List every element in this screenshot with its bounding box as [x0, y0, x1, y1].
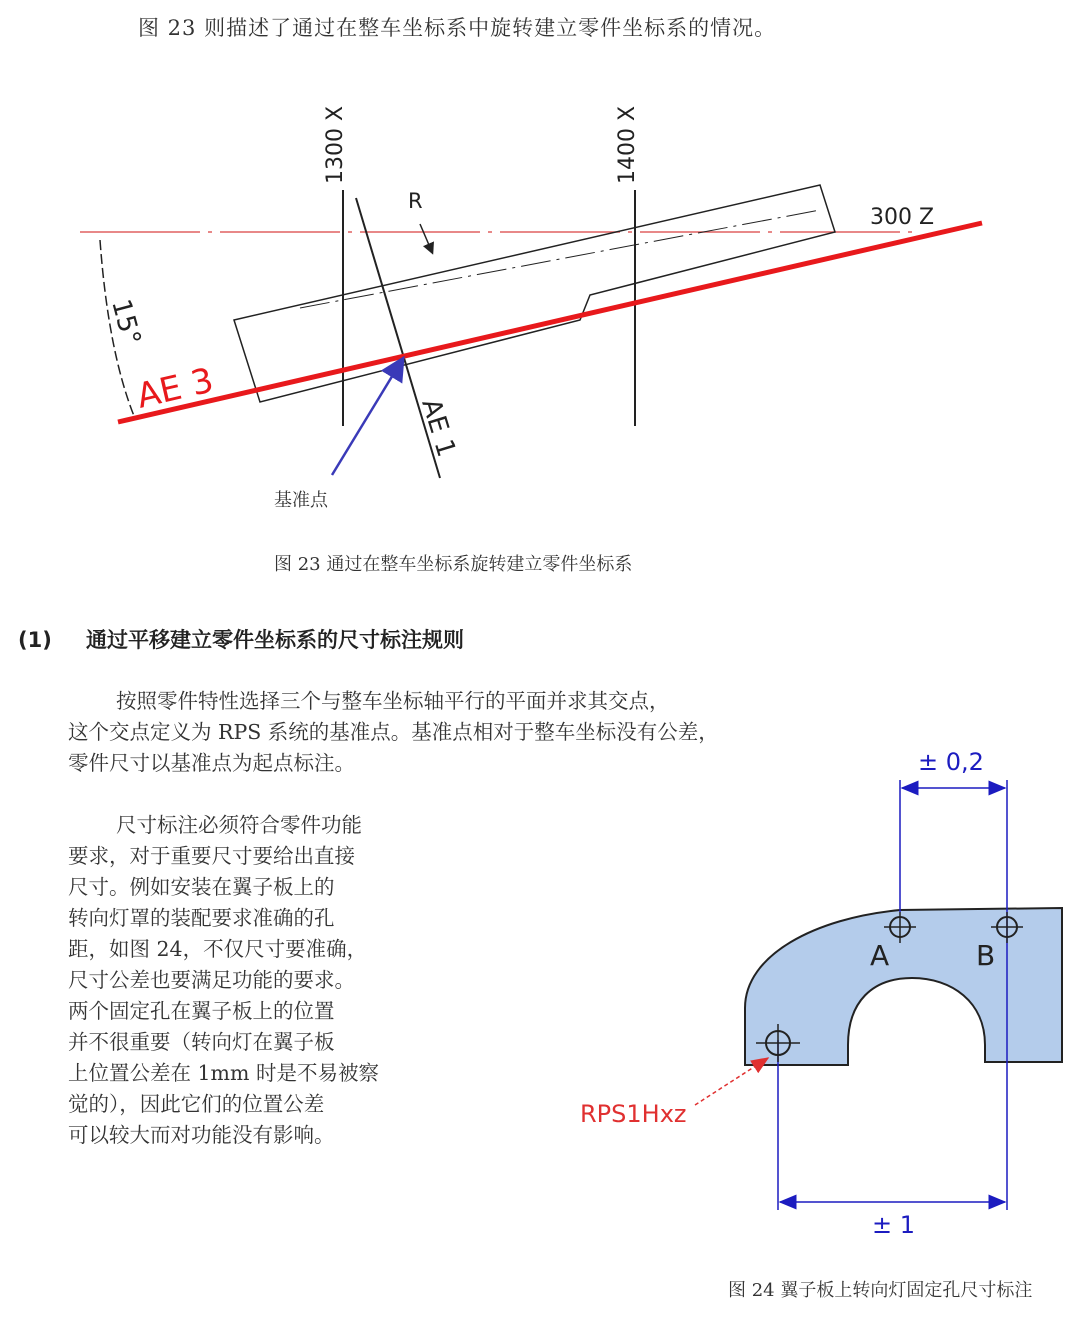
paragraph-line: 上位置公差在 1mm 时是不易被察: [68, 1061, 379, 1085]
paragraph-line: 觉的），因此它们的位置公差: [68, 1092, 325, 1116]
axis-label-1400-x: 1400 X: [615, 105, 640, 184]
paragraph-line: 两个固定孔在翼子板上的位置: [68, 999, 335, 1023]
paragraph-line: 并不很重要（转向灯在翼子板: [68, 1030, 335, 1054]
paragraph-line: 转向灯罩的装配要求准确的孔: [68, 906, 335, 930]
paragraph-line: 距，如图 24，不仅尺寸要准确，: [68, 937, 368, 961]
paragraph-line: 尺寸公差也要满足功能的要求。: [68, 968, 355, 992]
paragraph-line: 按照零件特性选择三个与整车坐标轴平行的平面并求其交点，: [116, 689, 670, 713]
section-number: (1): [18, 628, 52, 652]
intro-paragraph: 图 23 则描述了通过在整车坐标系中旋转建立零件坐标系的情况。: [138, 16, 777, 40]
tolerance-top: ± 0,2: [918, 748, 984, 776]
paragraph-line: 尺寸。例如安装在翼子板上的: [68, 875, 335, 899]
figure-23-caption: 图 23 通过在整车坐标系旋转建立零件坐标系: [274, 554, 633, 575]
hole-label-b: B: [976, 939, 996, 972]
figure-23-drawing: [60, 90, 1020, 530]
paragraph-line: 可以较大而对功能没有影响。: [68, 1123, 335, 1147]
r-arrow: [420, 224, 432, 252]
ae1-label: AE 1: [415, 395, 462, 461]
rps-leader-arrow: [695, 1058, 768, 1105]
axis-label-1300-x: 1300 X: [323, 105, 348, 184]
figure-24-caption: 图 24 翼子板上转向灯固定孔尺寸标注: [728, 1280, 1033, 1301]
section-heading: [18, 624, 464, 654]
paragraph-line: 尺寸标注必须符合零件功能: [116, 813, 362, 837]
ae3-line: [118, 223, 982, 422]
ae3-label: AE 3: [133, 360, 218, 417]
figure-24-drawing: [560, 740, 1080, 1260]
rps-label: RPS1Hxz: [580, 1100, 687, 1128]
z-axis-label: 300 Z: [870, 205, 935, 230]
datum-point-label: 基准点: [274, 490, 328, 511]
rotated-part-outline: [234, 185, 835, 402]
paragraph-dimension-rules: [68, 810, 379, 1151]
paragraph-line: 零件尺寸以基准点为起点标注。: [68, 751, 355, 775]
paragraph-line: 这个交点定义为 RPS 系统的基准点。基准点相对于整车坐标没有公差，: [68, 720, 719, 744]
section-title: 通过平移建立零件坐标系的尺寸标注规则: [86, 628, 464, 652]
hole-label-a: A: [870, 939, 890, 972]
tolerance-bottom: ± 1: [872, 1211, 916, 1239]
part-centerline: [300, 210, 820, 308]
rotation-label-r: R: [408, 189, 423, 213]
fender-part: [745, 908, 1062, 1065]
paragraph-line: 要求，对于重要尺寸要给出直接: [68, 844, 355, 868]
angle-label: 15°: [105, 296, 147, 349]
